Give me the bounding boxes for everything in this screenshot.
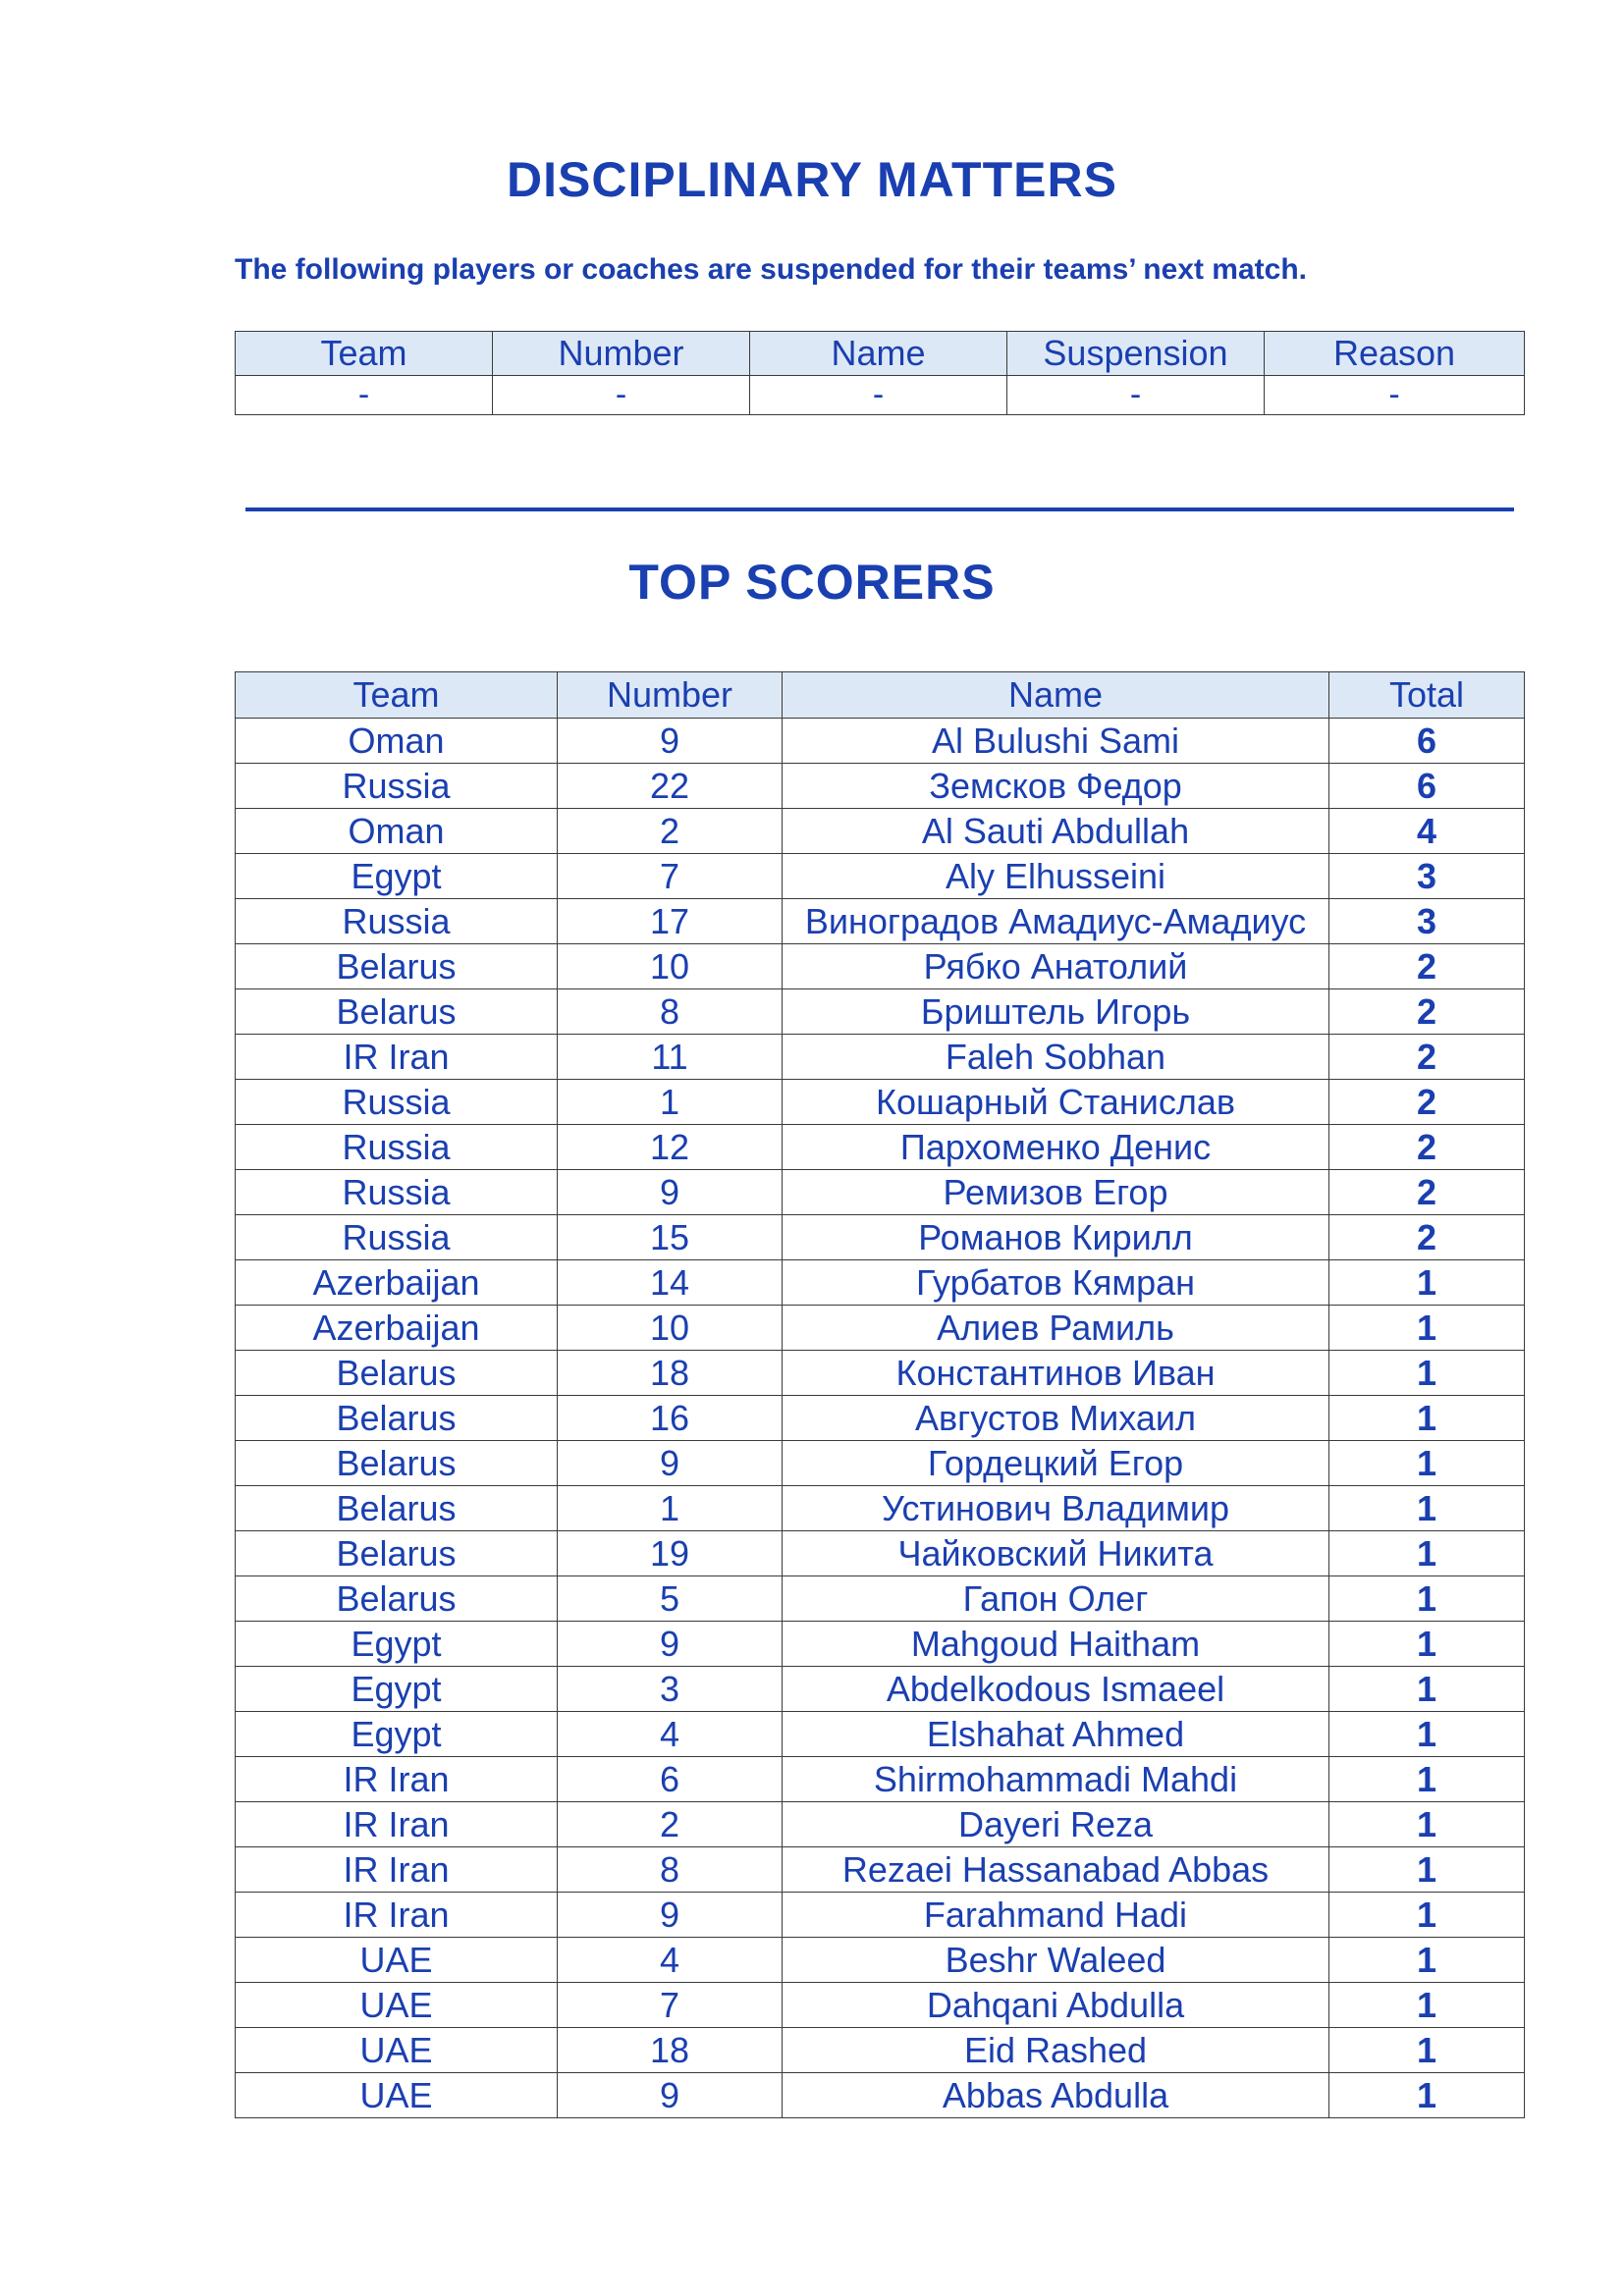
cell-number: 7 <box>558 1983 783 2028</box>
cell-team: Belarus <box>236 1576 558 1622</box>
table-row <box>236 1667 1525 1712</box>
cell-total: 1 <box>1329 1622 1525 1667</box>
suspension-note: The following players or coaches are suspended for their teams’ next match. <box>235 253 1307 286</box>
cell-number: 19 <box>558 1531 783 1576</box>
cell-total: 2 <box>1329 1215 1525 1260</box>
table-row <box>236 1622 1525 1667</box>
table-row <box>236 1576 1525 1622</box>
cell-name: Faleh Sobhan <box>783 1035 1329 1080</box>
cell-total: 1 <box>1329 1531 1525 1576</box>
cell-team: Belarus <box>236 944 558 989</box>
cell-number: 15 <box>558 1215 783 1260</box>
cell-name: Виноградов Амадиус-Амадиус <box>783 899 1329 944</box>
cell-total: 1 <box>1329 1847 1525 1893</box>
cell-number: 8 <box>558 989 783 1035</box>
cell-name: Dahqani Abdulla <box>783 1983 1329 2028</box>
table-row <box>236 719 1525 764</box>
table-row <box>236 1802 1525 1847</box>
cell-team: IR Iran <box>236 1035 558 1080</box>
cell-team: Egypt <box>236 1712 558 1757</box>
cell-name: Чайковский Никита <box>783 1531 1329 1576</box>
header-name: Name <box>750 332 1007 376</box>
cell-team: Russia <box>236 899 558 944</box>
table-row <box>236 1486 1525 1531</box>
cell-total: 1 <box>1329 1983 1525 2028</box>
cell-total: 1 <box>1329 2028 1525 2073</box>
table-row <box>236 1215 1525 1260</box>
cell-number: 1 <box>558 1486 783 1531</box>
cell-team: UAE <box>236 2073 558 2118</box>
cell-total: 2 <box>1329 1035 1525 1080</box>
scorers-header-row <box>236 672 1525 719</box>
cell-number: 9 <box>558 719 783 764</box>
cell-total: 3 <box>1329 899 1525 944</box>
header-reason: Reason <box>1265 332 1525 376</box>
cell-total: 1 <box>1329 1306 1525 1351</box>
cell-total: 6 <box>1329 764 1525 809</box>
table-row <box>236 1125 1525 1170</box>
cell-number: 18 <box>558 1351 783 1396</box>
cell-name: Elshahat Ahmed <box>783 1712 1329 1757</box>
header-team: Team <box>236 332 493 376</box>
cell-name: Eid Rashed <box>783 2028 1329 2073</box>
cell-number: 8 <box>558 1847 783 1893</box>
table-row <box>236 1351 1525 1396</box>
cell-name: Гурбатов Кямран <box>783 1260 1329 1306</box>
cell-name: Abbas Abdulla <box>783 2073 1329 2118</box>
table-row <box>236 854 1525 899</box>
disciplinary-header-row <box>236 332 1525 376</box>
cell-name: Бриштель Игорь <box>783 989 1329 1035</box>
cell-team: Azerbaijan <box>236 1306 558 1351</box>
cell-name: Dayeri Reza <box>783 1802 1329 1847</box>
table-row <box>236 764 1525 809</box>
cell-team: Russia <box>236 1080 558 1125</box>
table-row <box>236 989 1525 1035</box>
cell-total: 6 <box>1329 719 1525 764</box>
cell-total: 1 <box>1329 1260 1525 1306</box>
cell-number: 12 <box>558 1125 783 1170</box>
cell-team: Russia <box>236 1215 558 1260</box>
cell-team: Egypt <box>236 1622 558 1667</box>
cell-name: Рябко Анатолий <box>783 944 1329 989</box>
cell-number: 9 <box>558 1441 783 1486</box>
table-row <box>236 944 1525 989</box>
table-row <box>236 1035 1525 1080</box>
table-row <box>236 1441 1525 1486</box>
cell-name: Mahgoud Haitham <box>783 1622 1329 1667</box>
cell-number: 10 <box>558 1306 783 1351</box>
table-row <box>236 1938 1525 1983</box>
section-divider <box>245 507 1514 511</box>
cell-total: 1 <box>1329 1396 1525 1441</box>
cell-suspension: - <box>1007 376 1265 415</box>
cell-name: Al Sauti Abdullah <box>783 809 1329 854</box>
cell-name: Августов Михаил <box>783 1396 1329 1441</box>
scorers-body <box>236 719 1525 2118</box>
cell-name: Farahmand Hadi <box>783 1893 1329 1938</box>
cell-team: IR Iran <box>236 1847 558 1893</box>
cell-team: Belarus <box>236 1351 558 1396</box>
top-scorers-title: TOP SCORERS <box>628 555 996 610</box>
cell-number: 2 <box>558 1802 783 1847</box>
cell-team: Oman <box>236 719 558 764</box>
cell-total: 1 <box>1329 1938 1525 1983</box>
cell-name: Al Bulushi Sami <box>783 719 1329 764</box>
cell-name: Устинович Владимир <box>783 1486 1329 1531</box>
cell-team: Belarus <box>236 1531 558 1576</box>
table-row <box>236 1396 1525 1441</box>
cell-number: 17 <box>558 899 783 944</box>
cell-number: 9 <box>558 2073 783 2118</box>
disciplinary-table <box>235 331 1525 415</box>
table-row <box>236 1983 1525 2028</box>
cell-number: 22 <box>558 764 783 809</box>
cell-number: 11 <box>558 1035 783 1080</box>
cell-total: 2 <box>1329 944 1525 989</box>
header-number: Number <box>493 332 750 376</box>
cell-team: - <box>236 376 493 415</box>
top-scorers-table <box>235 671 1525 2118</box>
cell-name: Abdelkodous Ismaeel <box>783 1667 1329 1712</box>
header-suspension: Suspension <box>1007 332 1265 376</box>
cell-number: 3 <box>558 1667 783 1712</box>
cell-name: Алиев Рамиль <box>783 1306 1329 1351</box>
table-row <box>236 1170 1525 1215</box>
cell-team: UAE <box>236 2028 558 2073</box>
table-row <box>236 2028 1525 2073</box>
cell-number: 6 <box>558 1757 783 1802</box>
cell-name: Кошарный Станислав <box>783 1080 1329 1125</box>
cell-name: Пархоменко Денис <box>783 1125 1329 1170</box>
cell-total: 2 <box>1329 989 1525 1035</box>
cell-reason: - <box>1265 376 1525 415</box>
header-number: Number <box>558 672 783 719</box>
cell-total: 2 <box>1329 1170 1525 1215</box>
cell-total: 1 <box>1329 1486 1525 1531</box>
cell-number: 2 <box>558 809 783 854</box>
cell-name: - <box>750 376 1007 415</box>
cell-team: Belarus <box>236 989 558 1035</box>
cell-team: Belarus <box>236 1441 558 1486</box>
header-total: Total <box>1329 672 1525 719</box>
cell-total: 1 <box>1329 2073 1525 2118</box>
cell-name: Земсков Федор <box>783 764 1329 809</box>
cell-team: Egypt <box>236 1667 558 1712</box>
cell-number: 16 <box>558 1396 783 1441</box>
cell-total: 3 <box>1329 854 1525 899</box>
table-row <box>236 376 1525 415</box>
cell-number: 14 <box>558 1260 783 1306</box>
cell-team: IR Iran <box>236 1893 558 1938</box>
cell-name: Beshr Waleed <box>783 1938 1329 1983</box>
cell-team: Russia <box>236 1125 558 1170</box>
cell-total: 1 <box>1329 1893 1525 1938</box>
table-row <box>236 1893 1525 1938</box>
cell-number: 9 <box>558 1170 783 1215</box>
cell-team: Belarus <box>236 1396 558 1441</box>
cell-name: Романов Кирилл <box>783 1215 1329 1260</box>
cell-total: 1 <box>1329 1802 1525 1847</box>
cell-team: Russia <box>236 1170 558 1215</box>
cell-team: Azerbaijan <box>236 1260 558 1306</box>
table-row <box>236 2073 1525 2118</box>
cell-name: Ремизов Егор <box>783 1170 1329 1215</box>
header-name: Name <box>783 672 1329 719</box>
cell-number: 1 <box>558 1080 783 1125</box>
table-row <box>236 1847 1525 1893</box>
cell-name: Rezaei Hassanabad Abbas <box>783 1847 1329 1893</box>
table-row <box>236 1080 1525 1125</box>
cell-name: Гордецкий Егор <box>783 1441 1329 1486</box>
cell-total: 4 <box>1329 809 1525 854</box>
cell-number: 10 <box>558 944 783 989</box>
cell-total: 1 <box>1329 1351 1525 1396</box>
table-row <box>236 1260 1525 1306</box>
cell-team: Oman <box>236 809 558 854</box>
cell-total: 1 <box>1329 1712 1525 1757</box>
cell-team: Belarus <box>236 1486 558 1531</box>
page-title: DISCIPLINARY MATTERS <box>507 152 1117 207</box>
table-row <box>236 899 1525 944</box>
cell-name: Константинов Иван <box>783 1351 1329 1396</box>
table-row <box>236 1712 1525 1757</box>
table-row <box>236 809 1525 854</box>
header-team: Team <box>236 672 558 719</box>
cell-name: Aly Elhusseini <box>783 854 1329 899</box>
cell-number: 7 <box>558 854 783 899</box>
cell-team: IR Iran <box>236 1802 558 1847</box>
cell-number: 18 <box>558 2028 783 2073</box>
cell-number: 4 <box>558 1712 783 1757</box>
table-row <box>236 1757 1525 1802</box>
cell-number: 5 <box>558 1576 783 1622</box>
cell-team: UAE <box>236 1983 558 2028</box>
table-row <box>236 1306 1525 1351</box>
cell-name: Shirmohammadi Mahdi <box>783 1757 1329 1802</box>
cell-total: 1 <box>1329 1757 1525 1802</box>
cell-total: 2 <box>1329 1080 1525 1125</box>
cell-total: 2 <box>1329 1125 1525 1170</box>
cell-team: IR Iran <box>236 1757 558 1802</box>
cell-total: 1 <box>1329 1441 1525 1486</box>
cell-total: 1 <box>1329 1576 1525 1622</box>
cell-team: UAE <box>236 1938 558 1983</box>
cell-number: - <box>493 376 750 415</box>
table-row <box>236 1531 1525 1576</box>
cell-team: Egypt <box>236 854 558 899</box>
cell-number: 4 <box>558 1938 783 1983</box>
cell-number: 9 <box>558 1893 783 1938</box>
cell-name: Гапон Олег <box>783 1576 1329 1622</box>
cell-team: Russia <box>236 764 558 809</box>
cell-number: 9 <box>558 1622 783 1667</box>
cell-total: 1 <box>1329 1667 1525 1712</box>
